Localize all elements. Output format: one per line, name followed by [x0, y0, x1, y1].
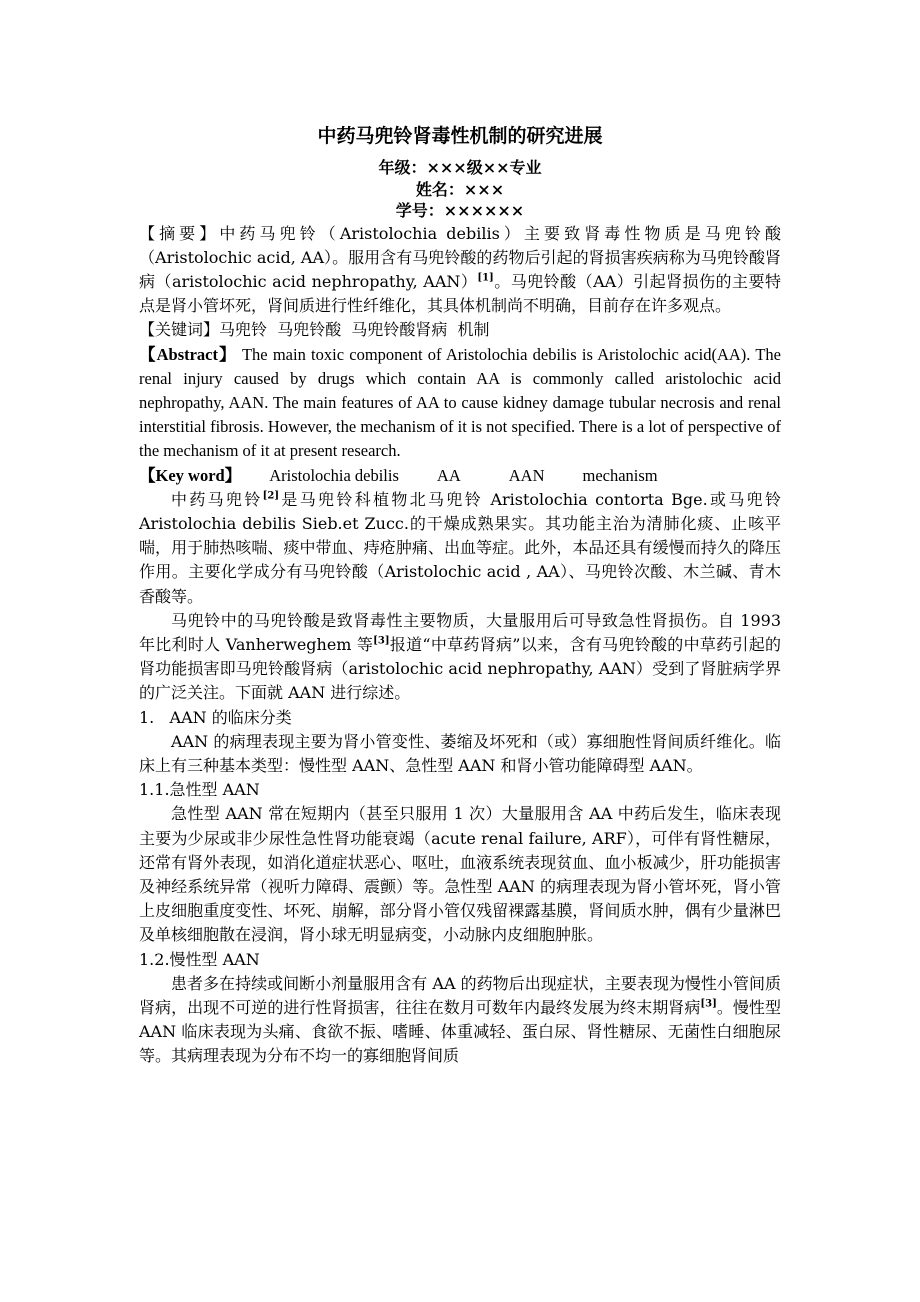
section-1-heading: 1. AAN 的临床分类	[139, 707, 292, 727]
keywords-en	[139, 464, 781, 488]
abstract-cn-text-1: 中药马兜铃（Aristolochia debilis）主要致肾毒性物质是马兜铃酸（Aristolochic acid, AA）。服用含有马兜铃酸的药物后引起的肾损害疾病称为马兜铃酸肾病（aristolochic acid nephropathy, AAN）	[139, 223, 781, 291]
keywords-cn-label: 【关键词】	[139, 320, 220, 340]
section-1-1-heading: 1.1.急性型 AAN	[139, 780, 260, 800]
citation-ref: [3]	[373, 635, 390, 647]
section-1-paragraph: AAN 的病理表现主要为肾小管变性、萎缩及坏死和（或）寡细胞性肾间质纤维化。临床上有三种基本类型：慢性型 AAN、急性型 AAN 和肾小管功能障碍型 AAN。	[139, 731, 781, 775]
intro-paragraph-2	[139, 609, 781, 706]
intro-paragraph-2-text-a: 马兜铃中的马兜铃酸是致肾毒性主要物质，大量服用后可导致急性肾损伤。自 1993 年比利时人 Vanherweghem 等	[139, 610, 781, 654]
document-body	[139, 121, 781, 1069]
page-title: 中药马兜铃肾毒性机制的研究进展	[317, 125, 603, 147]
student-id-line: 学号：××××××	[395, 201, 525, 220]
keyword-en-item: mechanism	[582, 465, 658, 485]
keywords-cn-text: 马兜铃 马兜铃酸 马兜铃酸肾病 机制	[219, 320, 490, 340]
keywords-en-label: 【Key word】	[139, 465, 242, 485]
abstract-en-label: 【Abstract】	[139, 344, 237, 364]
section-1-2-text-b: 。慢性型 AAN 临床表现为头痛、食欲不振、嗜睡、体重减轻、蛋白尿、肾性糖尿、无菌性白细胞尿等。其病理表现为分布不均一的寡细胞肾间质	[139, 998, 781, 1066]
citation-ref: [2]	[262, 490, 280, 502]
abstract-en-text: The main toxic component of Aristolochia debilis is Aristolochic acid(AA). The renal injury caused by drugs which contain AA is commonly called aristolochic acid nephropathy, AAN. The main features of AA to cause kidney damage tubular necrosis and renal interstitial fibrosis. However, the mechanism of it is not specified. There is a lot of perspective of the mechanism of it at present research.	[139, 344, 782, 461]
citation-ref: [3]	[700, 998, 717, 1010]
intro-paragraph-1	[139, 488, 781, 609]
intro-paragraph-1-text-b: 是马兜铃科植物北马兜铃 Aristolochia contorta Bge.或马兜铃 Aristolochia debilis Sieb.et Zucc.的干燥成熟果实。其功能主治为清肺化痰、止咳平喘，用于肺热咳喘、痰中带血、痔疮肿痛、出血等症。此外，本品还具有缓慢而持久的降压作用。主要化学成分有马兜铃酸（Aristolochic acid , AA）、马兜铃次酸、木兰碱、青木香酸等。	[139, 489, 781, 606]
intro-paragraph-2-text-b: 报道“中草药肾病”以来，含有马兜铃酸的中草药引起的肾功能损害即马兜铃酸肾病（aristolochic acid nephropathy, AAN）受到了肾脏病学界的广泛关注。下面就 AAN 进行综述。	[139, 634, 781, 703]
grade-line: 年级：×××级××专业	[378, 158, 542, 177]
intro-paragraph-1-text-a: 中药马兜铃	[171, 489, 263, 509]
abstract-en	[139, 343, 781, 464]
keyword-en-item: Aristolochia debilis	[269, 465, 399, 485]
keywords-cn	[139, 318, 781, 342]
section-1-2-paragraph	[139, 972, 781, 1069]
section-1-2-heading: 1.2.慢性型 AAN	[139, 949, 260, 969]
keyword-en-item: AA	[436, 465, 461, 485]
abstract-cn	[139, 222, 781, 319]
section-1-2-text-a: 患者多在持续或间断小剂量服用含有 AA 的药物后出现症状，主要表现为慢性小管间质肾病，出现不可逆的进行性肾损害，往往在数月可数年内最终发展为终末期肾病	[139, 973, 781, 1017]
keyword-en-item: AAN	[508, 465, 545, 485]
abstract-cn-label: 【摘要】	[139, 223, 220, 243]
section-1-1-paragraph: 急性型 AAN 常在短期内（甚至只服用 1 次）大量服用含 AA 中药后发生，临床表现主要为少尿或非少尿性急性肾功能衰竭（acute renal failure, ARF），可伴有肾性糖尿，还常有肾外表现，如消化道症状恶心、呕吐，血液系统表现贫血、血小板减少，肝功能损害及神经系统异常（视听力障碍、震颤）等。急性型 AAN 的病理表现为肾小管坏死，肾小管上皮细胞重度变性、坏死、崩解，部分肾小管仅残留裸露基膜，肾间质水肿，偶有少量淋巴及单核细胞散在浸润，肾小球无明显病变，小动脉内皮细胞肿胀。	[139, 804, 781, 945]
citation-ref: [1]	[477, 272, 494, 284]
name-line: 姓名：×××	[415, 179, 505, 199]
abstract-cn-text-2: 。马兜铃酸（AA）引起肾损伤的主要特点是肾小管坏死，肾间质进行性纤维化，其具体机制尚不明确，目前存在许多观点。	[139, 271, 781, 316]
